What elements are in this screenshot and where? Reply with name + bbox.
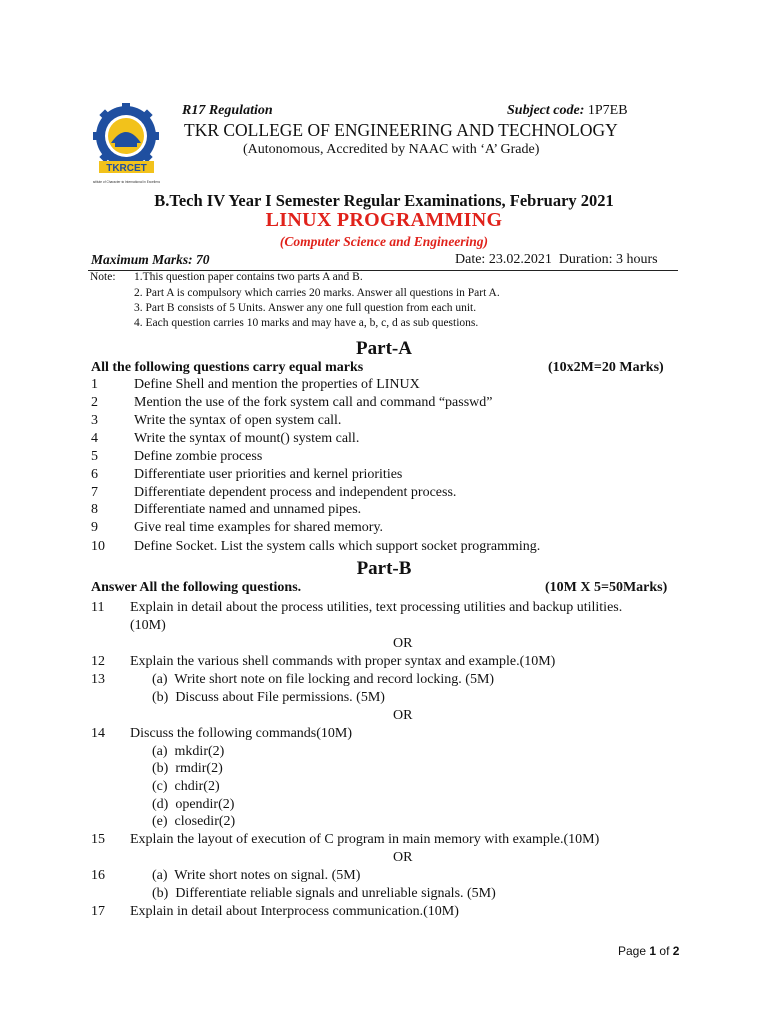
- question-number: 3: [91, 413, 98, 428]
- question-text: Differentiate dependent process and independent process.: [134, 485, 457, 500]
- or-separator: OR: [393, 708, 413, 723]
- subject-code-label: Subject code:: [507, 103, 585, 118]
- page-number: 1: [649, 944, 657, 958]
- regulation: R17 Regulation: [182, 103, 273, 118]
- question-number: 8: [91, 502, 98, 517]
- question-number: 5: [91, 449, 98, 464]
- part-a-marks: (10x2M=20 Marks): [548, 360, 664, 375]
- sub-question: (b) Differentiate reliable signals and unreliable signals. (5M): [152, 886, 496, 901]
- logo-text: TKRCET: [106, 163, 147, 174]
- question-number: 17: [91, 904, 105, 919]
- page-of: of: [659, 944, 670, 958]
- question-text: Differentiate user priorities and kernel priorities: [134, 467, 403, 482]
- college-logo: [93, 103, 160, 189]
- question-number: 6: [91, 467, 98, 482]
- logo-tagline: Institute of Character ✿ International in Excellence: [93, 180, 160, 184]
- question-number: 11: [91, 600, 105, 615]
- part-a-instruction: All the following questions carry equal marks: [91, 360, 364, 375]
- college-name: TKR COLLEGE OF ENGINEERING AND TECHNOLOGY: [184, 120, 618, 140]
- part-b-marks: (10M X 5=50Marks): [545, 580, 668, 595]
- or-separator: OR: [393, 636, 413, 651]
- part-a-title: Part-A: [356, 338, 412, 359]
- question-number: 16: [91, 868, 105, 883]
- page-total: 2: [672, 944, 680, 958]
- sub-question: (e) closedir(2): [152, 814, 236, 829]
- page-label: Page: [618, 944, 647, 958]
- question-text: Explain the layout of execution of C program in main memory with example.(10M): [130, 832, 600, 847]
- note-item: 2. Part A is compulsory which carries 20 marks. Answer all questions in Part A.: [134, 287, 500, 299]
- or-separator: OR: [393, 850, 413, 865]
- question-number: 12: [91, 654, 105, 669]
- sub-question: (a) mkdir(2): [152, 744, 225, 759]
- exam-title: B.Tech IV Year I Semester Regular Examinations, February 2021: [154, 191, 614, 210]
- question-text: Mention the use of the fork system call and command “passwd”: [134, 395, 493, 410]
- question-text: Write the syntax of mount() system call.: [134, 431, 360, 446]
- question-number: 10: [91, 539, 105, 554]
- sub-question: (a) Write short note on file locking and record locking. (5M): [152, 672, 495, 687]
- accreditation: (Autonomous, Accredited by NAAC with ‘A’ Grade): [243, 142, 540, 157]
- question-number: 1: [91, 377, 98, 392]
- question-text: Explain the various shell commands with proper syntax and example.(10M): [130, 654, 556, 669]
- note-item: 3. Part B consists of 5 Units. Answer any one full question from each unit.: [134, 302, 477, 314]
- subject-code: [507, 103, 628, 119]
- question-text: Define Shell and mention the properties of LINUX: [134, 377, 420, 392]
- sub-question: (c) chdir(2): [152, 779, 220, 794]
- question-number: 2: [91, 395, 98, 410]
- question-number: 4: [91, 431, 98, 446]
- question-number: 14: [91, 726, 105, 741]
- page-indicator: [618, 944, 679, 958]
- question-text: Explain in detail about the process utilities, text processing utilities and backup utilities.: [130, 600, 623, 615]
- question-number: 15: [91, 832, 105, 847]
- question-text: Discuss the following commands(10M): [130, 726, 353, 741]
- question-text: Explain in detail about Interprocess communication.(10M): [130, 904, 459, 919]
- question-text: Give real time examples for shared memory.: [134, 520, 384, 535]
- note-item: 1.This question paper contains two parts A and B.: [134, 271, 363, 283]
- question-text: Write the syntax of open system call.: [134, 413, 342, 428]
- question-text: (10M): [130, 618, 166, 633]
- sub-question: (d) opendir(2): [152, 797, 235, 812]
- subject-title: LINUX PROGRAMMING: [265, 209, 503, 231]
- date-duration: Date: 23.02.2021 Duration: 3 hours: [455, 252, 658, 267]
- question-text: Define zombie process: [134, 449, 263, 464]
- part-b-title: Part-B: [356, 558, 412, 579]
- max-marks: Maximum Marks: 70: [91, 252, 210, 267]
- part-b-instruction: Answer All the following questions.: [91, 580, 302, 595]
- sub-question: (b) rmdir(2): [152, 761, 223, 776]
- gear-icon: [93, 103, 159, 169]
- subject-code-value: 1P7EB: [587, 103, 628, 118]
- question-text: Differentiate named and unnamed pipes.: [134, 502, 362, 517]
- sub-question: (b) Discuss about File permissions. (5M): [152, 690, 385, 705]
- question-number: 13: [91, 672, 105, 687]
- question-number: 9: [91, 520, 98, 535]
- sub-question: (a) Write short notes on signal. (5M): [152, 868, 361, 883]
- question-text: Define Socket. List the system calls which support socket programming.: [134, 539, 541, 554]
- note-label: Note:: [90, 271, 116, 283]
- question-number: 7: [91, 485, 98, 500]
- branch: (Computer Science and Engineering): [279, 234, 489, 249]
- note-item: 4. Each question carries 10 marks and may have a, b, c, d as sub questions.: [134, 317, 479, 329]
